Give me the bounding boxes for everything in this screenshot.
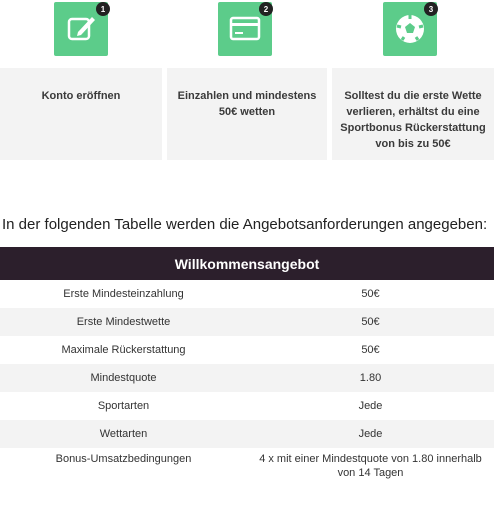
intro-text: In der folgenden Tabelle werden die Angebotsanforderungen angegeben: (2, 216, 488, 233)
row-value: 50€ (361, 344, 380, 356)
row-value: 50€ (361, 288, 380, 300)
row-value (247, 448, 494, 496)
row-value: 1.80 (247, 364, 494, 392)
row-label: Wettarten (0, 420, 247, 448)
steps-section (0, 0, 500, 160)
row-value: Jede (358, 400, 383, 412)
table-header: Willkommensangebot (0, 247, 494, 280)
step-card-2 (167, 68, 327, 160)
table-header-row (0, 247, 494, 280)
row-label: Mindestquote (0, 364, 247, 392)
table-row (0, 364, 494, 392)
table-row (0, 420, 494, 448)
step-3-line-2: verlieren, erhältst du eine (346, 106, 480, 118)
step-2-badge: 2 (259, 2, 273, 16)
row-value: Jede (247, 420, 494, 448)
row-label: Sportarten (97, 400, 150, 412)
row-label: Erste Mindesteinzahlung (63, 288, 184, 300)
step-3-badge: 3 (424, 2, 438, 16)
step-card-1 (0, 68, 162, 160)
row-value: 50€ (247, 308, 494, 336)
row-label: Bonus-Umsatzbedingungen (55, 453, 192, 465)
step-2-text (178, 88, 317, 120)
row-value-line-2: von 14 Tagen (337, 467, 404, 479)
step-1-badge: 1 (96, 2, 110, 16)
row-label: Erste Mindestwette (0, 308, 247, 336)
table-row (0, 336, 494, 364)
step-2-line-2: 50€ wetten (218, 106, 276, 118)
step-card-3 (332, 68, 494, 160)
table-row (0, 280, 494, 308)
step-1-text: Konto eröffnen (41, 90, 121, 102)
table-row (0, 448, 494, 496)
step-3-line-4: von bis zu 50€ (375, 138, 451, 150)
step-3-line-1: Solltest du die erste Wette (344, 90, 482, 102)
table-row (0, 308, 494, 336)
step-2-line-1: Einzahlen und mindestens (177, 90, 317, 102)
step-3-text (340, 88, 485, 152)
step-3-line-3: Sportbonus Rückerstattung (340, 122, 486, 134)
offer-table (0, 247, 494, 496)
table-row (0, 392, 494, 420)
row-value-line-1: 4 x mit einer Mindestquote von 1.80 innerhalb (259, 453, 482, 465)
row-label: Maximale Rückerstattung (61, 344, 186, 356)
